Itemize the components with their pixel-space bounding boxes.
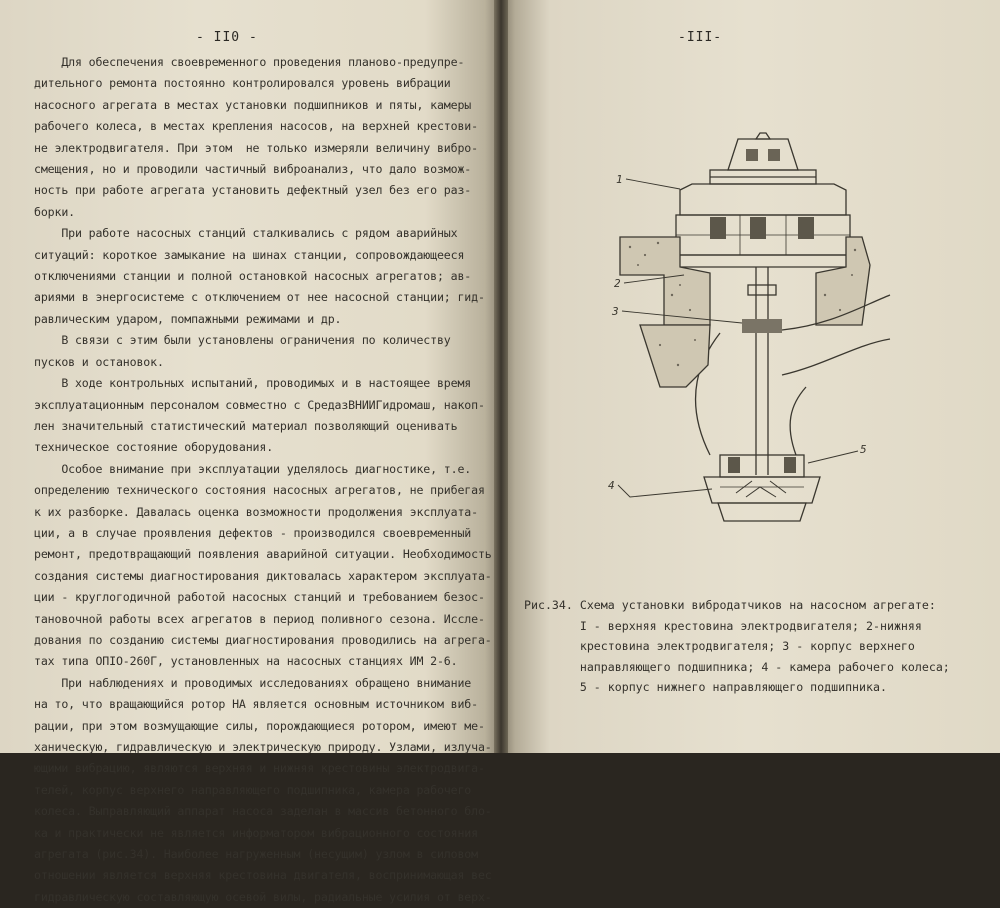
text-line: насосного агрегата в местах установки подшипников и пяты, камеры <box>34 97 472 112</box>
text-line: ситуаций: короткое замыкание на шинах станции, сопровождающееся <box>34 247 465 262</box>
text-line: к их разборке. Давалась оценка возможности продолжения эксплуата- <box>34 504 478 519</box>
caption-line: направляющего подшипника; 4 - камера рабочего колеса; <box>524 659 950 674</box>
text-line: ариями в энергосистеме с отключением от нее насосной станции; гид- <box>34 290 485 305</box>
left-page <box>0 0 500 904</box>
text-line: на то, что вращающийся ротор НА является основным источником виб- <box>34 697 478 712</box>
text-line: колеса. Выправляющий аппарат насоса заделан в массив бетонного бло- <box>34 804 492 819</box>
book-gutter <box>494 0 508 753</box>
text-line: При наблюдениях и проводимых исследованиях обращено внимание <box>34 675 472 690</box>
text-line: ющими вибрацию, являются верхняя и нижняя крестовины электродвига- <box>34 761 485 776</box>
caption-line: крестовина электродвигателя; 3 - корпус верхнего <box>524 639 915 653</box>
text-line: гидравлическую составляющую осевой вилы, радиальные усилия от верх- <box>34 889 492 904</box>
callout-2: 2 <box>614 277 621 290</box>
text-line: лен значительный статистический материал позволяющий оценивать <box>34 418 458 433</box>
text-line: отношении является верхняя крестовина двигателя, воспринимающая вес <box>34 868 492 883</box>
text-line: агрегата (рис.34). Наиболее нагруженным (несущим) узлом в силовом <box>34 847 478 862</box>
text-line: эксплуатационным персоналом совместно с СредазВНИИГидромаш, накоп- <box>34 397 485 412</box>
text-line: ции, а в случае проявления дефектов - производился своевременный <box>34 525 472 540</box>
text-line: рации, при этом возмущающие силы, порождающиеся ротором, имеют ме- <box>34 718 485 733</box>
right-page <box>500 0 1000 753</box>
text-line: равлическим ударом, помпажными режимами и др. <box>34 311 342 326</box>
text-line: дительного ремонта постоянно контролировался уровень вибрации <box>34 76 451 91</box>
text-line: ханическую, гидравлическую и электрическую природу. Узлами, излуча- <box>34 740 492 754</box>
text-line: При работе насосных станций сталкивались с рядом аварийных <box>34 226 458 241</box>
text-line: тановочной работы всех агрегатов в период поливного сезона. Иссле- <box>34 611 485 626</box>
text-line: тах типа ОПIО-260Г, установленных на насосных станциях ИМ 2-6. <box>34 654 458 669</box>
text-line: ремонт, предотвращающий появления аварийной ситуации. Необходимость <box>34 547 492 562</box>
text-line: пусков и остановок. <box>34 354 164 369</box>
text-line: техническое состояние оборудования. <box>34 440 274 455</box>
text-line: смещения, но и проводили частичный виброанализ, что дало возмож- <box>34 162 472 177</box>
text-line: телей, корпус верхнего направляющего подшипника, камера рабочего <box>34 782 472 797</box>
page-number: - II0 - <box>196 30 258 45</box>
text-line: определению технического состояния насосных агрегатов, не прибегая <box>34 483 485 498</box>
text-line: В связи с этим были установлены ограничения по количеству <box>34 333 451 348</box>
text-line: не электродвигателя. При этом не только измеряли величину вибро- <box>34 140 478 155</box>
text-line: ка и практически не является информатором вибрационного состояния <box>34 825 478 840</box>
callout-3: 3 <box>612 305 619 318</box>
callout-1: 1 <box>616 173 623 186</box>
body-text <box>34 52 492 908</box>
text-line: Особое внимание при эксплуатации уделялось диагностике, т.е. <box>34 461 472 476</box>
text-line: рабочего колеса, в местах крепления насосов, на верхней крестови- <box>34 119 478 134</box>
caption-line: Рис.34. Схема установки вибродатчиков на насосном агрегате: <box>524 598 936 612</box>
text-line: В ходе контрольных испытаний, проводимых и в настоящее время <box>34 376 472 391</box>
page-number: -III- <box>678 30 723 45</box>
text-line: ность при работе агрегата установить дефектный узел без его раз- <box>34 183 472 198</box>
callout-4: 4 <box>608 479 615 492</box>
text-line: борки. <box>34 204 75 219</box>
text-line: создания системы диагностирования диктовалась характером эксплуата- <box>34 568 492 583</box>
pump-unit-diagram <box>600 125 890 545</box>
text-line: дования по созданию системы диагностирования проводились на агрега- <box>34 632 492 647</box>
text-line: Для обеспечения своевременного проведения планово-предупре- <box>34 55 465 69</box>
callout-5: 5 <box>860 443 867 456</box>
text-line: отключениями станции и полной остановкой насосных агрегатов; ав- <box>34 269 472 284</box>
text-line: ции - круглогодичной работой насосных станций и требованием безос- <box>34 590 485 605</box>
caption-line: I - верхняя крестовина электродвигателя; 2-нижняя <box>524 618 922 633</box>
caption-line: 5 - корпус нижнего направляющего подшипника. <box>524 680 887 694</box>
figure-caption <box>524 595 984 698</box>
pump-unit-drawing <box>600 125 890 545</box>
